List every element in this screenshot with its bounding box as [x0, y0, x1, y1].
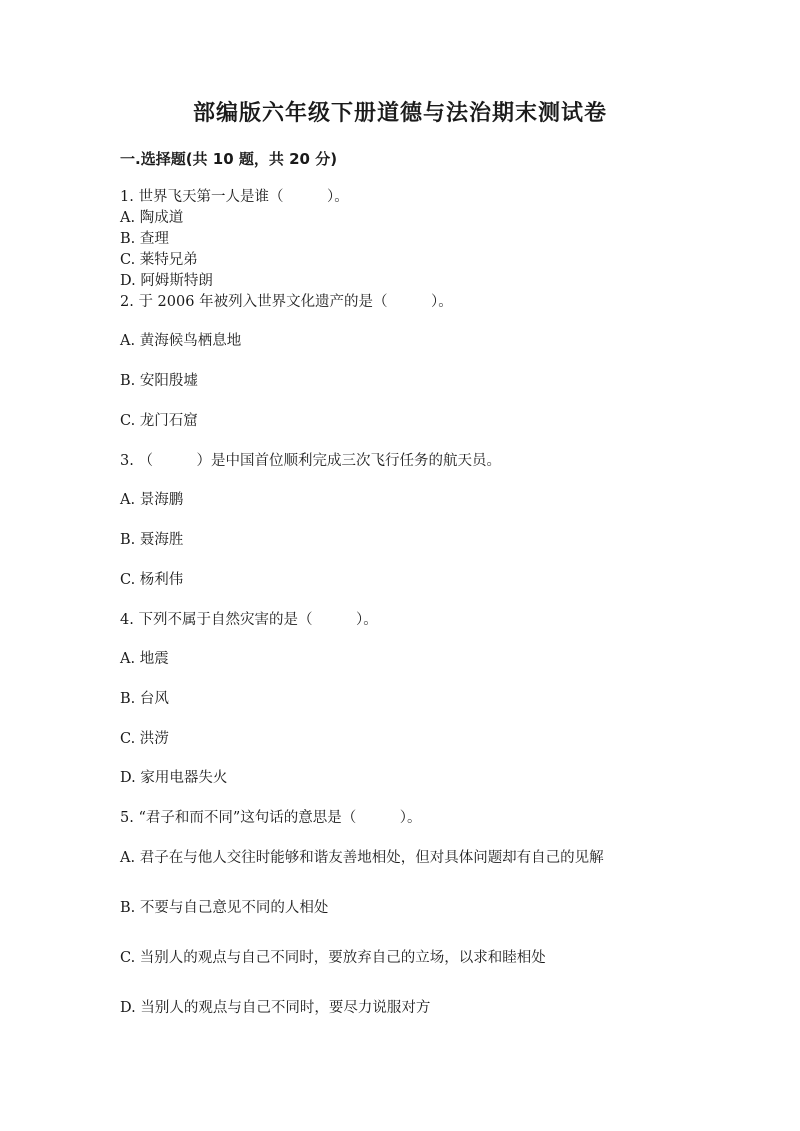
question-1-stem: 1. 世界飞天第一人是谁（ ）。 [120, 189, 349, 205]
question-5-option-c: C. 当别人的观点与自己不同时，要放弃自己的立场，以求和睦相处 [120, 950, 546, 966]
question-2-option-a: A. 黄海候鸟栖息地 [120, 333, 242, 349]
question-1-option-c: C. 莱特兄弟 [120, 252, 198, 268]
question-4-option-d: D. 家用电器失火 [120, 770, 228, 786]
question-5-option-b: B. 不要与自己意见不同的人相处 [120, 900, 329, 916]
page-title: 部编版六年级下册道德与法治期末测试卷 [192, 101, 607, 126]
question-5-option-d: D. 当别人的观点与自己不同时，要尽力说服对方 [120, 1000, 431, 1016]
question-4-stem: 4. 下列不属于自然灾害的是（ ）。 [120, 612, 378, 628]
question-1-option-a: A. 陶成道 [120, 210, 184, 226]
question-1-option-b: B. 查理 [120, 231, 169, 247]
question-4-option-a: A. 地震 [120, 651, 169, 667]
question-2-option-b: B. 安阳殷墟 [120, 373, 198, 389]
question-2-option-c: C. 龙门石窟 [120, 413, 198, 429]
question-4-option-c: C. 洪涝 [120, 731, 169, 747]
question-4-option-b: B. 台风 [120, 691, 169, 707]
question-3-option-b: B. 聂海胜 [120, 532, 184, 548]
section-heading: 一.选择题(共 10 题，共 20 分) [120, 150, 338, 168]
question-5-stem: 5. “君子和而不同”这句话的意思是（ ）。 [120, 810, 422, 826]
question-3-stem: 3. （ ）是中国首位顺利完成三次飞行任务的航天员。 [120, 453, 501, 469]
question-1-option-d: D. 阿姆斯特朗 [120, 273, 213, 289]
question-5-option-a: A. 君子在与他人交往时能够和谐友善地相处，但对具体问题却有自己的见解 [120, 850, 604, 866]
question-3-option-c: C. 杨利伟 [120, 572, 184, 588]
question-2-stem: 2. 于 2006 年被列入世界文化遗产的是（ ）。 [120, 294, 453, 310]
question-3-option-a: A. 景海鹏 [120, 492, 184, 508]
